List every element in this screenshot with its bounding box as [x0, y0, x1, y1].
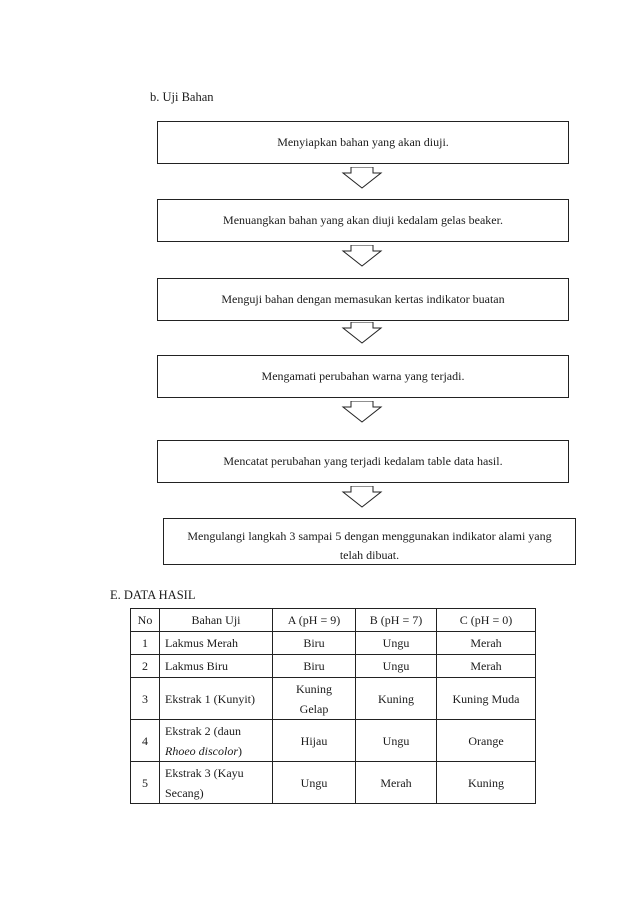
subsection-heading: b. Uji Bahan [150, 90, 214, 104]
cell-no: 2 [131, 655, 160, 678]
down-arrow-icon [341, 245, 383, 267]
table-row [131, 678, 536, 720]
cell-a [273, 678, 356, 720]
species-name: Rhoeo discolor [165, 743, 238, 758]
down-arrow-icon [341, 486, 383, 508]
cell-c: Orange [437, 720, 536, 762]
cell-bahan [160, 762, 273, 804]
cell-no: 4 [131, 720, 160, 762]
table-row [131, 720, 536, 762]
cell-bahan: Lakmus Merah [160, 632, 273, 655]
cell-b: Ungu [356, 632, 437, 655]
cell-no: 3 [131, 678, 160, 720]
cell-bahan-line1: Ekstrak 3 (Kayu [165, 765, 244, 780]
cell-c: Merah [437, 655, 536, 678]
header-b: B (pH = 7) [356, 609, 437, 632]
cell-no: 1 [131, 632, 160, 655]
cell-a: Biru [273, 632, 356, 655]
flow-step-2: Menuangkan bahan yang akan diuji kedalam gelas beaker. [157, 199, 569, 242]
cell-b: Ungu [356, 720, 437, 762]
cell-a: Biru [273, 655, 356, 678]
cell-bahan-line2 [165, 741, 267, 761]
down-arrow-icon [341, 322, 383, 344]
cell-a-line1: Kuning [296, 681, 332, 696]
cell-bahan-line1: Ekstrak 2 (daun [165, 723, 241, 738]
flow-step-6 [163, 518, 576, 565]
cell-b: Ungu [356, 655, 437, 678]
flow-step-5: Mencatat perubahan yang terjadi kedalam table data hasil. [157, 440, 569, 483]
cell-no: 5 [131, 762, 160, 804]
header-c: C (pH = 0) [437, 609, 536, 632]
table-header-row [131, 609, 536, 632]
section-heading: E. DATA HASIL [110, 588, 196, 602]
flow-step-6-line2: telah dibuat. [339, 548, 400, 562]
cell-b: Kuning [356, 678, 437, 720]
table-row [131, 632, 536, 655]
cell-b: Merah [356, 762, 437, 804]
header-bahan: Bahan Uji [160, 609, 273, 632]
cell-c: Kuning [437, 762, 536, 804]
cell-a: Hijau [273, 720, 356, 762]
header-a: A (pH = 9) [273, 609, 356, 632]
down-arrow-icon [341, 401, 383, 423]
results-table [130, 608, 536, 804]
cell-bahan-line2: Secang) [165, 785, 204, 800]
cell-bahan: Ekstrak 1 (Kunyit) [160, 678, 273, 720]
flow-step-4: Mengamati perubahan warna yang terjadi. [157, 355, 569, 398]
cell-c: Kuning Muda [437, 678, 536, 720]
cell-bahan [160, 720, 273, 762]
table-row [131, 655, 536, 678]
cell-a: Ungu [273, 762, 356, 804]
flow-step-6-line1: Mengulangi langkah 3 sampai 5 dengan menggunakan indikator alami yang [187, 529, 552, 543]
flow-step-3: Menguji bahan dengan memasukan kertas indikator buatan [157, 278, 569, 321]
cell-c: Merah [437, 632, 536, 655]
flow-step-1: Menyiapkan bahan yang akan diuji. [157, 121, 569, 164]
cell-bahan: Lakmus Biru [160, 655, 273, 678]
cell-a-line2: Gelap [299, 701, 329, 716]
header-no: No [131, 609, 160, 632]
down-arrow-icon [341, 167, 383, 189]
table-row [131, 762, 536, 804]
closing-paren: ) [238, 743, 242, 758]
